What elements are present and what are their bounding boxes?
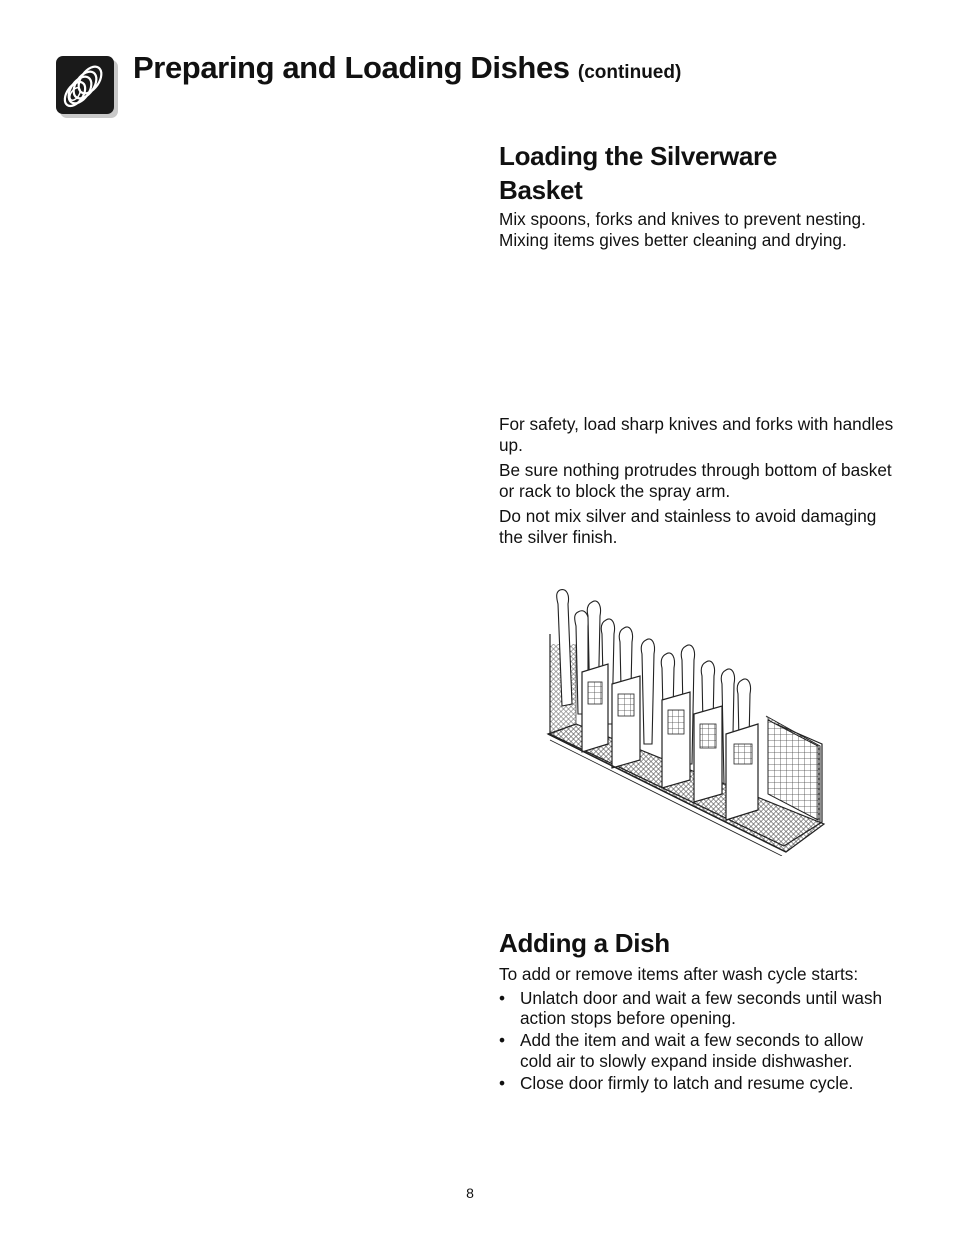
adding-dish-intro: To add or remove items after wash cycle starts: <box>499 964 859 984</box>
list-item-text: Unlatch door and wait a few seconds until wash action stops before opening. <box>520 987 883 1028</box>
page-title-continued: (continued) <box>577 62 682 83</box>
silverware-tips <box>499 414 899 547</box>
page-number: 8 <box>466 1185 474 1201</box>
silverware-heading: Loading the Silverware Basket <box>499 141 778 205</box>
silverware-basket-illustration <box>546 584 828 856</box>
silverware-intro: Mix spoons, forks and knives to prevent nesting. Mixing items gives better cleaning and drying. <box>499 209 866 250</box>
list-item-text: Close door firmly to latch and resume cycle. <box>520 1072 854 1093</box>
bullet: • <box>499 1072 506 1093</box>
adding-dish-steps <box>499 988 899 1094</box>
bullet: • <box>499 987 506 1008</box>
silverware-tip: For safety, load sharp knives and forks with handles up. <box>499 414 894 455</box>
stacked-dishes-icon <box>56 56 118 118</box>
bullet: • <box>499 1030 506 1050</box>
adding-dish-heading: Adding a Dish <box>499 928 670 958</box>
silverware-tip: Do not mix silver and stainless to avoid damaging the silver finish. <box>499 506 877 547</box>
list-item <box>499 1073 899 1094</box>
page-title-text: Preparing and Loading Dishes <box>133 50 570 85</box>
list-item <box>499 988 899 1029</box>
list-item-text: Add the item and wait a few seconds to allow cold air to slowly expand inside dishwasher. <box>520 1030 863 1071</box>
adding-dish-section <box>499 926 899 1095</box>
list-item <box>499 1030 899 1071</box>
page-title <box>133 50 681 86</box>
silverware-tip: Be sure nothing protrudes through bottom of basket or rack to block the spray arm. <box>499 460 892 501</box>
silverware-section <box>499 139 899 250</box>
